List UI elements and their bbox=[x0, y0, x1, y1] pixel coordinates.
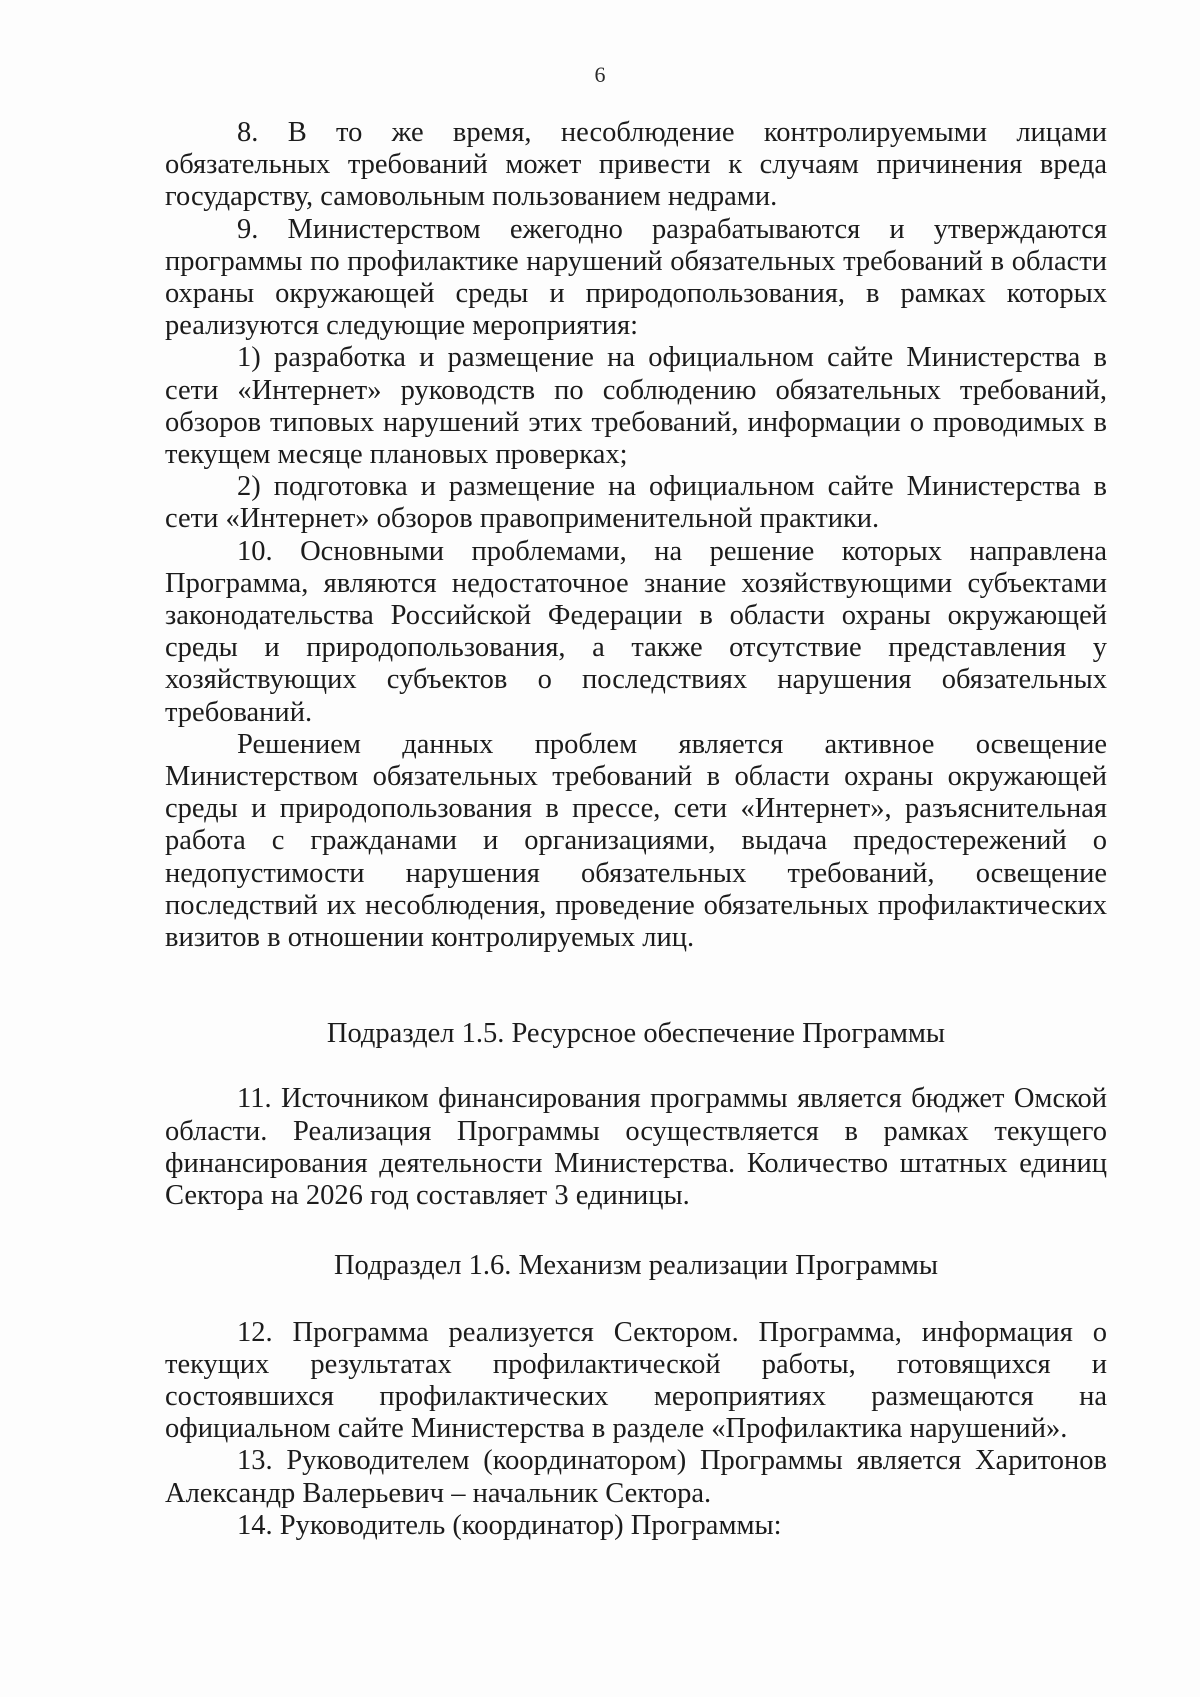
paragraph-10: 10. Основными проблемами, на решение которых направлена Программа, являются недостаточное знание хозяйствующими субъектами законодательства Российской Федерации в области охраны окружающей среды и природопользования, а также отсутствие представления у хозяйствующих субъектов о последствиях нарушения обязательных требований. bbox=[165, 535, 1107, 728]
paragraph-13: 13. Руководителем (координатором) Программы является Харитонов Александр Валерьевич – начальник Сектора. bbox=[165, 1445, 1107, 1509]
paragraph-8: 8. В то же время, несоблюдение контролируемыми лицами обязательных требований может привести к случаям причинения вреда государству, самовольным пользованием недрами. bbox=[165, 117, 1107, 213]
page-number: 6 bbox=[594, 62, 606, 87]
list-item-2: 2) подготовка и размещение на официальном сайте Министерства в сети «Интернет» обзоров правоприменительной практики. bbox=[165, 471, 1107, 535]
paragraph-11: 11. Источником финансирования программы является бюджет Омской области. Реализация Программы осуществляется в рамках текущего финансирования деятельности Министерства. Количество штатных единиц Сектора на 2026 год составляет 3 единицы. bbox=[165, 1083, 1107, 1212]
subsection-heading-1-5: Подраздел 1.5. Ресурсное обеспечение Программы bbox=[326, 1018, 946, 1050]
subsection-heading-1-6: Подраздел 1.6. Механизм реализации Программы bbox=[333, 1250, 939, 1282]
paragraph-14: 14. Руководитель (координатор) Программы: bbox=[237, 1509, 782, 1541]
list-item-1: 1) разработка и размещение на официальном сайте Министерства в сети «Интернет» руководств по соблюдению обязательных требований, обзоров типовых нарушений этих требований, информации о проводимых в текущем месяце плановых проверках; bbox=[165, 342, 1107, 471]
paragraph-12: 12. Программа реализуется Сектором. Программа, информация о текущих результатах профилактической работы, готовящихся и состоявшихся профилактических мероприятиях размещаются на официальном сайте Министерства в разделе «Профилактика нарушений». bbox=[165, 1316, 1107, 1445]
paragraph-9: 9. Министерством ежегодно разрабатываются и утверждаются программы по профилактике нарушений обязательных требований в области охраны окружающей среды и природопользования, в рамках которых реализуются следующие мероприятия: bbox=[165, 213, 1107, 342]
document-body bbox=[165, 117, 1107, 1542]
paragraph-solution: Решением данных проблем является активное освещение Министерством обязательных требований в области охраны окружающей среды и природопользования в прессе, сети «Интернет», разъяснительная работа с гражданами и организациями, выдача предостережений о недопустимости нарушения обязательных требований, освещение последствий их несоблюдения, проведение обязательных профилактических визитов в отношении контролируемых лиц. bbox=[165, 728, 1107, 954]
